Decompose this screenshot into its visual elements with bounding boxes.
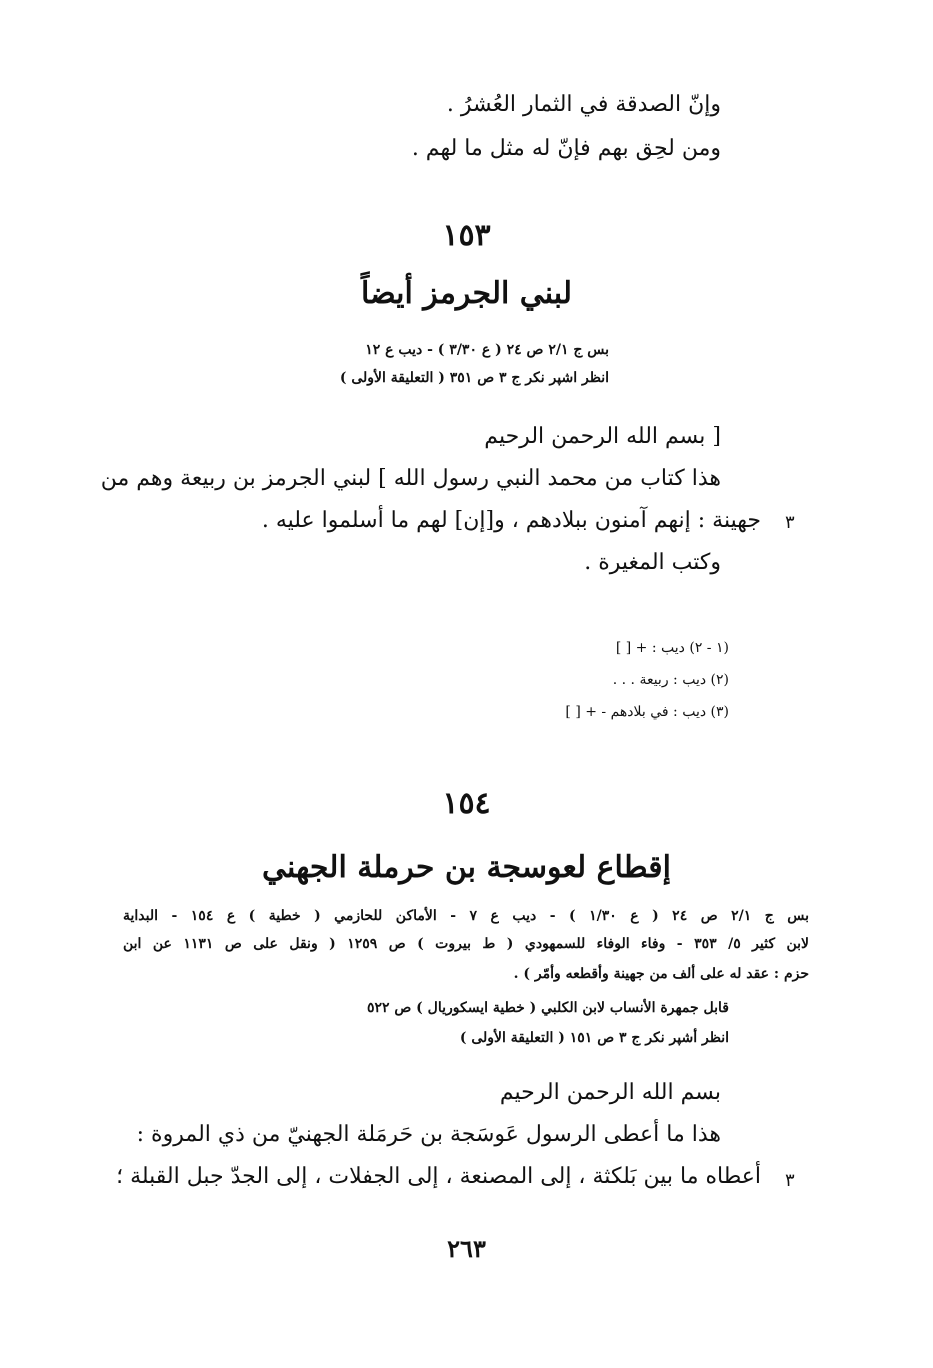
doc-153-title: لبني الجرمز أيضاً bbox=[361, 276, 572, 311]
line-number-marker-154: ٣ bbox=[785, 1170, 795, 1191]
doc-153-number: ١٥٣ bbox=[442, 218, 491, 253]
doc-153-body-3: وكتب المغيرة . bbox=[584, 550, 721, 575]
page-number: ٢٦٣ bbox=[447, 1234, 486, 1263]
doc-153-source-2: انظر اشپر نكر ج ٣ ص ٣٥١ ( التعليقة الأولى ) bbox=[339, 370, 609, 386]
doc-153-note-2: (٢) ديب : ربيعة . . . bbox=[612, 672, 729, 688]
doc-153-body-2: جهينة : إنهم آمنون ببلادهم ، و[إن] لهم ما أسلموا عليه . bbox=[261, 508, 761, 533]
doc-153-basmala: [ بسم الله الرحمن الرحيم bbox=[484, 424, 721, 449]
doc-154-source-5: انظر أشپر نكر ج ٣ ص ١٥١ ( التعليقة الأولى ) bbox=[459, 1030, 729, 1046]
doc-153-note-3: (٣) ديب : في بلادهم - + [ ] bbox=[565, 704, 729, 720]
doc-154-source-3: حزم : عقد له على ألف من جهينة وأقطعه وأمّر ) . bbox=[513, 966, 809, 982]
doc-154-number: ١٥٤ bbox=[442, 786, 491, 821]
doc-154-basmala: بسم الله الرحمن الرحيم bbox=[499, 1080, 721, 1105]
doc-154-title: إقطاع لعوسجة بن حرملة الجهني bbox=[262, 850, 671, 885]
top-line-1: وإنّ الصدقة في الثمار العُشرُ . bbox=[446, 92, 721, 117]
doc-154-source-4: قابل جمهرة الأنساب لابن الكلبي ( خطية ايسكوريال ) ص ٥٢٢ bbox=[366, 1000, 729, 1016]
doc-154-body-2: أعطاه ما بين بَلكثة ، إلى المصنعة ، إلى الجفلات ، إلى الجدّ جبل القبلة ؛ bbox=[116, 1164, 761, 1189]
doc-154-source-1: بس ج ٢/١ ص ٢٤ ( ع ١/٣٠ ) - ديب ع ٧ - الأماكن للحازمي ( خطية ) ع ١٥٤ - البداية bbox=[123, 908, 809, 924]
top-line-2: ومن لحِق بهم فإنّ له مثل ما لهم . bbox=[411, 136, 721, 161]
doc-153-body-1: هذا كتاب من محمد النبي رسول الله ] لبني الجرمز بن ربيعة وهم من bbox=[100, 466, 721, 491]
doc-154-body-1: هذا ما أعطى الرسول عَوسَجة بن حَرمَلة الجهنيّ من ذي المروة : bbox=[136, 1122, 721, 1147]
line-number-marker: ٣ bbox=[785, 512, 795, 533]
doc-154-source-2: لابن كثير ٥/ ٣٥٣ - وفاء الوفاء للسمهودي ( ط بيروت ) ص ١٢٥٩ ( ونقل على ص ١١٣١ عن ابن bbox=[123, 936, 810, 952]
doc-153-note-1: (١ - ٢) ديب : + [ ] bbox=[615, 640, 729, 656]
doc-153-source-1: بس ج ٢/١ ص ٢٤ ( ع ٣/٣٠ ) - ديب ع ١٢ bbox=[365, 342, 609, 358]
